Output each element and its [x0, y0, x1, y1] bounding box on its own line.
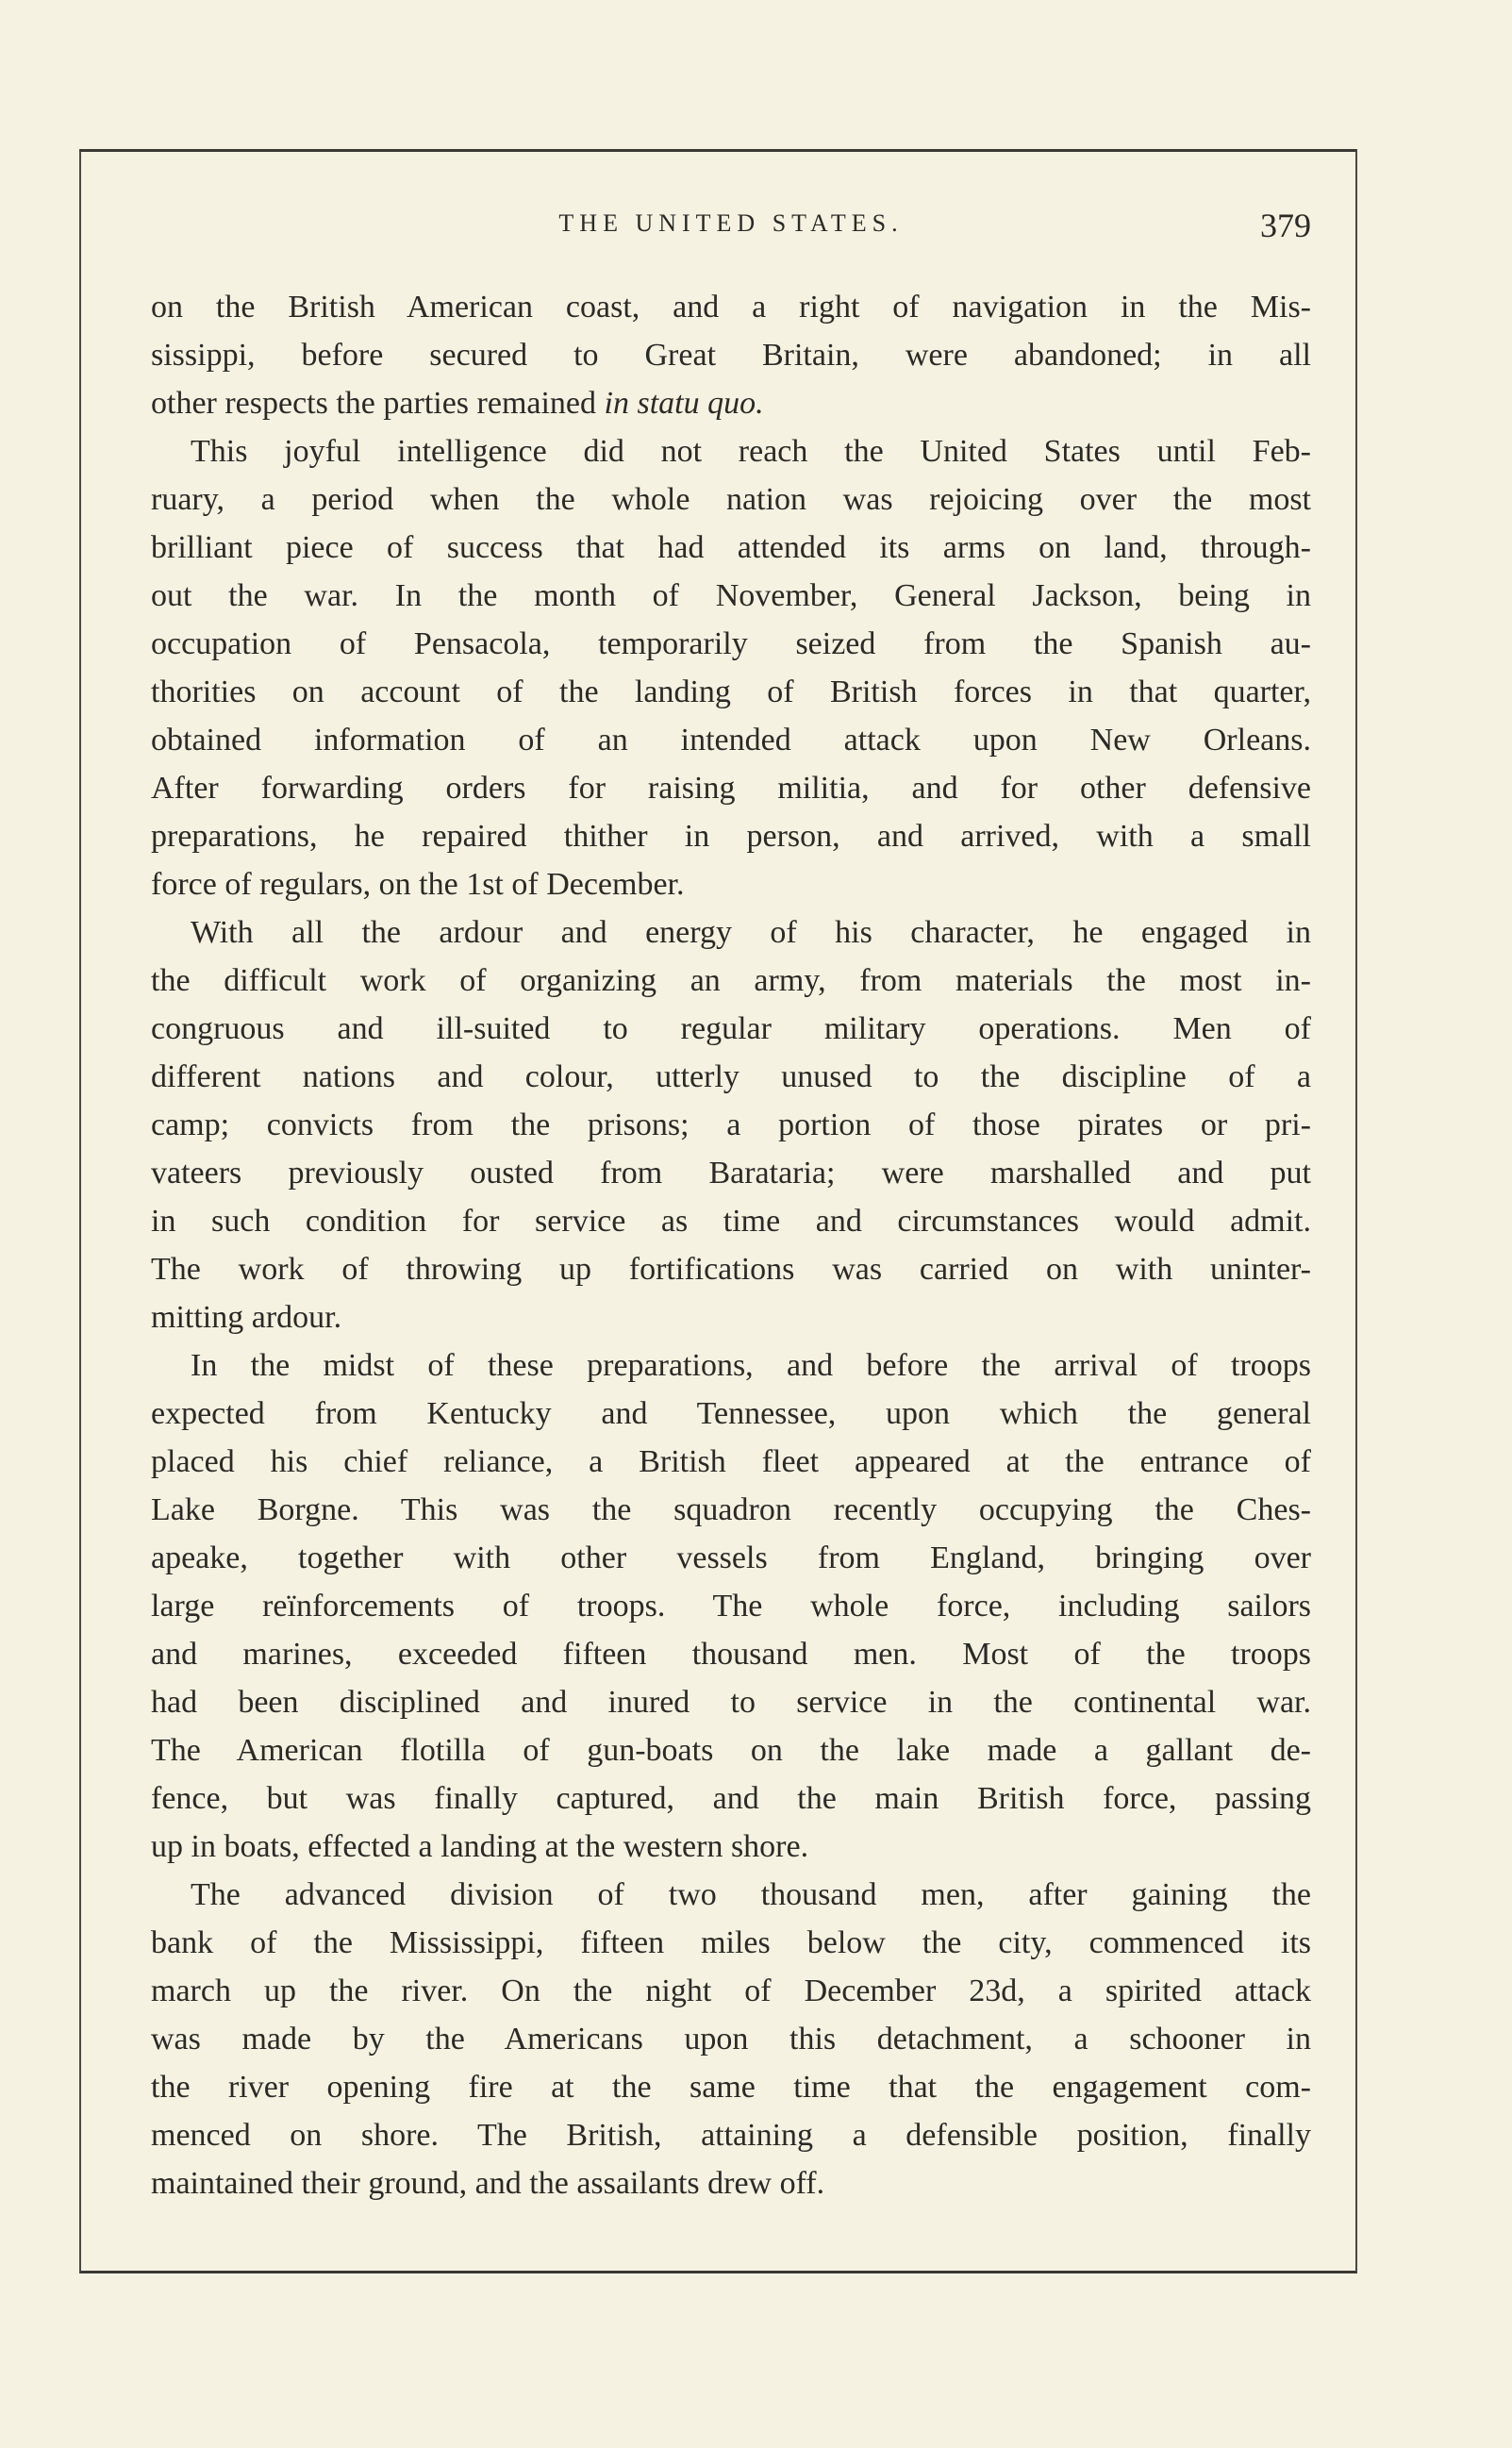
text-line	[151, 1197, 1311, 1245]
line-text: The advanced division of two thousand men, after gaining the	[191, 1877, 1311, 1912]
text-line	[151, 620, 1311, 668]
line-text: up in boats, effected a landing at the western shore.	[151, 1829, 809, 1864]
paragraph	[151, 283, 1311, 427]
text-line	[151, 1774, 1311, 1823]
paragraph	[151, 1341, 1311, 1871]
line-text: mitting ardour.	[151, 1300, 342, 1335]
text-line	[151, 957, 1311, 1005]
text-line	[151, 1390, 1311, 1438]
text-line	[151, 1967, 1311, 2015]
line-text: camp; convicts from the prisons; a portion of those pirates or pri-	[151, 1107, 1311, 1142]
text-line	[151, 331, 1311, 379]
body-text	[151, 283, 1311, 2207]
line-text: expected from Kentucky and Tennessee, upon which the general	[151, 1396, 1311, 1431]
line-text: apeake, together with other vessels from England, bringing over	[151, 1540, 1311, 1575]
line-text: With all the ardour and energy of his character, he engaged in	[191, 915, 1311, 950]
text-line	[151, 764, 1311, 812]
line-text: preparations, he repaired thither in person, and arrived, with a small	[151, 819, 1311, 854]
line-text: had been disciplined and inured to service in the continental war.	[151, 1685, 1311, 1720]
text-line	[151, 908, 1311, 957]
text-line	[151, 1871, 1311, 1919]
text-line	[151, 1341, 1311, 1390]
page-number: 379	[1260, 207, 1311, 244]
text-line	[151, 427, 1311, 475]
text-line	[151, 475, 1311, 524]
text-line	[151, 1534, 1311, 1582]
text-line	[151, 668, 1311, 716]
line-text: and marines, exceeded fifteen thousand men. Most of the troops	[151, 1637, 1311, 1672]
paragraph	[151, 908, 1311, 1341]
line-text: march up the river. On the night of December 23d, a spirited attack	[151, 1973, 1311, 2008]
line-text: the river opening fire at the same time that the engagement com-	[151, 2070, 1311, 2105]
paragraph	[151, 1871, 1311, 2207]
line-text: other respects the parties remained	[151, 386, 605, 421]
line-text: bank of the Mississippi, fifteen miles below the city, commenced its	[151, 1925, 1311, 1960]
line-text: thorities on account of the landing of British forces in that quarter,	[151, 674, 1311, 709]
line-text: Lake Borgne. This was the squadron recently occupying the Ches-	[151, 1492, 1311, 1527]
line-text: obtained information of an intended attack upon New Orleans.	[151, 723, 1311, 758]
line-text: large reïnforcements of troops. The whole force, including sailors	[151, 1589, 1311, 1624]
text-line	[151, 2015, 1311, 2063]
line-text: on the British American coast, and a right of navigation in the Mis-	[151, 290, 1311, 325]
line-text: force of regulars, on the 1st of December.	[151, 867, 685, 902]
line-text: brilliant piece of success that had attended its arms on land, through-	[151, 530, 1311, 565]
running-header	[151, 206, 1311, 243]
text-line	[151, 1438, 1311, 1486]
text-line	[151, 1486, 1311, 1534]
text-line	[151, 1919, 1311, 1967]
text-line	[151, 1053, 1311, 1101]
line-text: congruous and ill-suited to regular military operations. Men of	[151, 1011, 1311, 1046]
text-line	[151, 1630, 1311, 1678]
line-text: maintained their ground, and the assailants drew off.	[151, 2166, 825, 2201]
text-line	[151, 524, 1311, 572]
text-line	[151, 812, 1311, 860]
text-line	[151, 1582, 1311, 1630]
line-text: occupation of Pensacola, temporarily seized from the Spanish au-	[151, 626, 1311, 661]
line-text: was made by the Americans upon this detachment, a schooner in	[151, 2022, 1311, 2057]
line-text: menced on shore. The British, attaining a defensible position, finally	[151, 2118, 1311, 2153]
line-text: The American flotilla of gun-boats on the lake made a gallant de-	[151, 1733, 1311, 1768]
line-text: the difficult work of organizing an army, from materials the most in-	[151, 963, 1311, 998]
text-line	[151, 572, 1311, 620]
text-line	[151, 283, 1311, 331]
text-line	[151, 1293, 1311, 1341]
text-line	[151, 1005, 1311, 1053]
line-text: sissippi, before secured to Great Britain, were abandoned; in all	[151, 338, 1311, 373]
text-line	[151, 1726, 1311, 1774]
text-line	[151, 1101, 1311, 1149]
text-line	[151, 1678, 1311, 1726]
line-text: The work of throwing up fortifications was carried on with uninter-	[151, 1252, 1311, 1287]
text-line	[151, 2159, 1311, 2207]
text-line	[151, 716, 1311, 764]
line-text: out the war. In the month of November, General Jackson, being in	[151, 578, 1311, 613]
line-text: placed his chief reliance, a British fleet appeared at the entrance of	[151, 1444, 1311, 1479]
text-line	[151, 1823, 1311, 1871]
text-line	[151, 2111, 1311, 2159]
italic-text: in statu quo.	[604, 386, 764, 421]
paragraph	[151, 427, 1311, 908]
text-line	[151, 1245, 1311, 1293]
running-title: THE UNITED STATES.	[558, 209, 904, 237]
line-text: fence, but was finally captured, and the main British force, passing	[151, 1781, 1311, 1816]
line-text: After forwarding orders for raising militia, and for other defensive	[151, 771, 1311, 806]
line-text: in such condition for service as time and circumstances would admit.	[151, 1204, 1311, 1239]
text-line	[151, 379, 1311, 427]
line-text: ruary, a period when the whole nation was rejoicing over the most	[151, 482, 1311, 517]
line-text: This joyful intelligence did not reach the United States until Feb-	[191, 434, 1311, 469]
line-text: vateers previously ousted from Barataria; were marshalled and put	[151, 1156, 1311, 1191]
text-line	[151, 860, 1311, 908]
text-line	[151, 2063, 1311, 2111]
line-text: different nations and colour, utterly unused to the discipline of a	[151, 1059, 1311, 1094]
text-line	[151, 1149, 1311, 1197]
line-text: In the midst of these preparations, and before the arrival of troops	[191, 1348, 1311, 1383]
